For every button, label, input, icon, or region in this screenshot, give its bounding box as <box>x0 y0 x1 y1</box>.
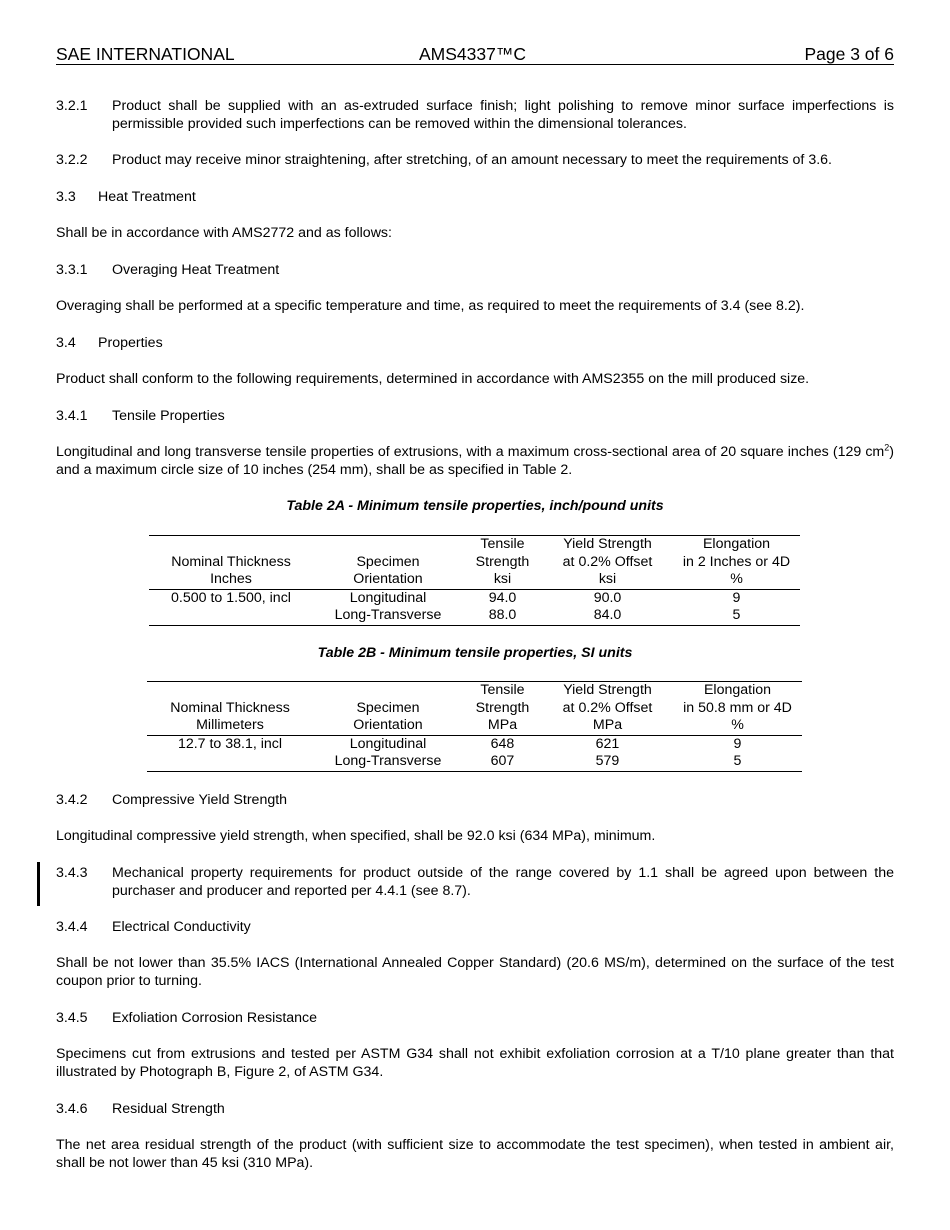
header-cell <box>147 682 313 700</box>
header-cell: Orientation <box>313 717 463 735</box>
section-3-4-1-heading <box>56 407 894 425</box>
header-cell: MPa <box>542 717 673 735</box>
header-cell: ksi <box>542 571 673 589</box>
table-cell: Long-Transverse <box>313 607 463 625</box>
header-cell: ksi <box>463 571 542 589</box>
section-3-4-5-body: Specimens cut from extrusions and tested per ASTM G34 shall not exhibit exfoliation corrosion at a T/10 plane greater than that illustrated by Photograph B, Figure 2, of ASTM G34. <box>56 1046 894 1080</box>
header-cell: Nominal Thickness <box>171 553 291 570</box>
section-number: 3.4 <box>56 335 76 351</box>
table-header-row <box>149 536 800 554</box>
section-title: Heat Treatment <box>98 189 196 205</box>
table-2a-caption: Table 2A - Minimum tensile properties, inch/pound units <box>286 498 664 514</box>
section-3-4-4-body: Shall be not lower than 35.5% IACS (International Annealed Copper Standard) (20.6 MS/m), determined on the surface of the test coupon prior to turning. <box>56 955 894 989</box>
header-cell: Elongation <box>673 682 802 700</box>
header-cell: Specimen <box>356 553 420 570</box>
header-cell: Tensile <box>463 682 542 700</box>
section-title: Residual Strength <box>112 1101 225 1117</box>
table-header-row <box>147 682 802 700</box>
table-2a <box>149 535 800 626</box>
table-cell: 0.500 to 1.500, incl <box>171 589 291 606</box>
table-cell <box>147 753 313 771</box>
header-cell: Yield Strength <box>542 682 673 700</box>
header-cell: Nominal Thickness <box>170 699 290 716</box>
section-title: Overaging Heat Treatment <box>112 262 280 278</box>
section-number: 3.3 <box>56 189 76 205</box>
section-number: 3.2.2 <box>56 152 88 168</box>
table-cell: 648 <box>490 735 515 752</box>
section-text: Product shall be supplied with an as-extruded surface finish; light polishing to remove minor surface imperfections is permissible provided such imperfections can be removed within the dimensional tolerances. <box>112 98 894 132</box>
section-3-4-6-heading <box>56 1100 894 1118</box>
table-cell: 12.7 to 38.1, incl <box>177 735 283 752</box>
section-number: 3.4.3 <box>56 865 88 881</box>
header-cell: Inches <box>149 571 313 589</box>
table-cell <box>149 607 313 625</box>
section-3-4-2-heading <box>56 791 894 809</box>
table-2b-caption: Table 2B - Minimum tensile properties, SI units <box>317 645 633 661</box>
header-cell: MPa <box>463 717 542 735</box>
section-3-3-1-heading <box>56 261 894 279</box>
header-cell <box>313 536 463 554</box>
header-cell <box>149 536 313 554</box>
section-3-4-1-body <box>56 443 894 479</box>
table-header-row <box>147 700 802 718</box>
table-row <box>147 735 802 753</box>
header-cell: in 2 Inches or 4D <box>682 553 791 570</box>
section-number: 3.4.1 <box>56 408 88 424</box>
header-cell: % <box>673 717 802 735</box>
section-3-4-3 <box>56 864 894 900</box>
table-row <box>149 589 800 607</box>
section-text: Product may receive minor straightening, after stretching, of an amount necessary to meet the requirements of 3.6. <box>112 152 832 168</box>
header-cell: Tensile <box>463 536 542 554</box>
header-cell: Orientation <box>313 571 463 589</box>
header-cell: in 50.8 mm or 4D <box>683 699 792 716</box>
header-doc-number: AMS4337™C <box>419 44 526 64</box>
superscript: 2 <box>884 442 890 453</box>
header-cell: % <box>673 571 800 589</box>
section-3-3-1-body: Overaging shall be performed at a specific temperature and time, as required to meet the requirements of 3.4 (see 8.2). <box>56 298 805 314</box>
section-number: 3.4.2 <box>56 792 88 808</box>
header-cell: Specimen <box>356 699 420 716</box>
header-org: SAE INTERNATIONAL <box>56 44 235 64</box>
table-cell: 607 <box>463 753 542 771</box>
table-cell: Longitudinal <box>349 735 427 752</box>
section-title: Exfoliation Corrosion Resistance <box>112 1010 318 1026</box>
body-text-cont: ) and a maximum circle size of 10 inches (254 mm), shall be as specified in Table 2. <box>56 444 894 478</box>
section-3-4-body: Product shall conform to the following requirements, determined in accordance with AMS2355 on the mill produced size. <box>56 371 810 387</box>
table-cell: 88.0 <box>463 607 542 625</box>
table-cell: 5 <box>673 607 800 625</box>
header-cell: at 0.2% Offset <box>562 699 653 716</box>
section-number: 3.3.1 <box>56 262 88 278</box>
table-row <box>147 753 802 771</box>
section-3-3-heading <box>56 188 894 206</box>
section-title: Compressive Yield Strength <box>112 792 288 808</box>
table-cell: 94.0 <box>488 589 517 606</box>
section-3-4-5-heading <box>56 1009 894 1027</box>
section-3-3-body: Shall be in accordance with AMS2772 and as follows: <box>56 225 392 241</box>
table-cell: Long-Transverse <box>313 753 463 771</box>
header-cell: Strength <box>475 553 530 570</box>
header-cell <box>313 682 463 700</box>
table-cell: 5 <box>673 753 802 771</box>
section-3-2-2 <box>56 151 894 169</box>
section-title: Electrical Conductivity <box>112 919 251 935</box>
header-cell: Strength <box>475 699 530 716</box>
section-3-2-1 <box>56 97 894 133</box>
section-3-4-heading <box>56 334 894 352</box>
header-cell: Elongation <box>673 536 800 554</box>
section-title: Tensile Properties <box>112 408 225 424</box>
header-page-number: Page 3 of 6 <box>804 44 894 64</box>
table-cell: 90.0 <box>593 589 622 606</box>
table-cell: 579 <box>542 753 673 771</box>
header-cell: Millimeters <box>147 717 313 735</box>
header-cell: at 0.2% Offset <box>562 553 653 570</box>
table-cell: 9 <box>733 735 742 752</box>
section-title: Properties <box>98 335 163 351</box>
table-cell: 621 <box>595 735 620 752</box>
section-3-4-2-body: Longitudinal compressive yield strength, when specified, shall be 92.0 ksi (634 MPa), minimum. <box>56 828 656 844</box>
table-cell: 9 <box>732 589 741 606</box>
section-number: 3.4.6 <box>56 1101 88 1117</box>
table-cell: Longitudinal <box>349 589 427 606</box>
table-row <box>149 607 800 625</box>
section-number: 3.2.1 <box>56 98 88 114</box>
table-header-row <box>149 554 800 572</box>
section-text: Mechanical property requirements for product outside of the range covered by 1.1 shall be agreed upon between the purchaser and producer and reported per 4.4.1 (see 8.7). <box>112 865 894 899</box>
body-text: Longitudinal and long transverse tensile properties of extrusions, with a maximum cross-sectional area of 20 square inches (129 cm <box>56 444 885 460</box>
section-number: 3.4.5 <box>56 1010 88 1026</box>
table-header-row <box>149 571 800 589</box>
page-header <box>56 44 894 65</box>
section-number: 3.4.4 <box>56 919 88 935</box>
table-header-row <box>147 717 802 735</box>
table-2b <box>147 681 802 772</box>
section-3-4-6-body: The net area residual strength of the product (with sufficient size to accommodate the test specimen), when tested in ambient air, shall be not lower than 45 ksi (310 MPa). <box>56 1137 894 1171</box>
header-cell: Yield Strength <box>542 536 673 554</box>
section-3-4-4-heading <box>56 918 894 936</box>
revision-change-bar <box>37 862 40 906</box>
table-cell: 84.0 <box>542 607 673 625</box>
